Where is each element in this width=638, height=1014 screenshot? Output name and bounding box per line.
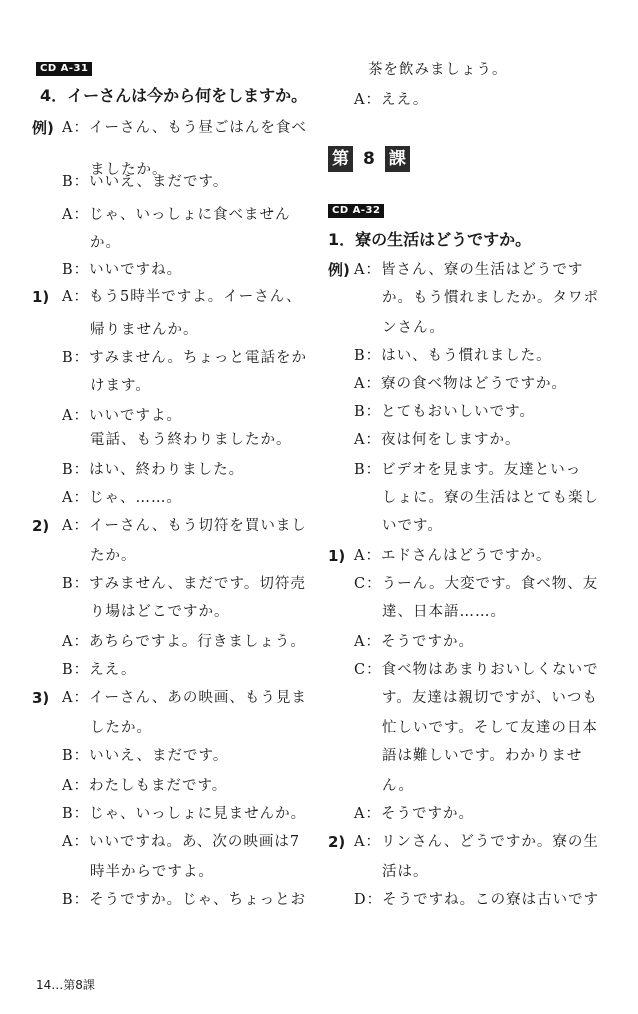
dialog-line: ましたか。 xyxy=(90,162,168,178)
dialog-line: A：ええ。 xyxy=(354,92,429,108)
dialog-line: B：はい、終わりました。 xyxy=(62,462,245,478)
dialog-line: B：そうですか。じゃ、ちょっとお xyxy=(62,892,307,908)
dialog-line: 達、日本語……。 xyxy=(382,604,506,620)
dialog-line: たか。 xyxy=(90,548,137,564)
dialog-line: B：いいえ、まだです。 xyxy=(62,748,229,764)
dialog-line: B：ビデオを見ます。友達といっ xyxy=(354,462,582,478)
dialog-line: A：イーさん、もう切符を買いまし xyxy=(62,518,307,534)
dialog-line: C：うーん。大変です。食べ物、友 xyxy=(354,576,599,592)
dialog-line: B：いいえ、まだです。 xyxy=(62,174,229,190)
dialog-line: B：じゃ、いっしょに見ませんか。 xyxy=(62,806,307,822)
dialog-line: す。友達は親切ですが、いつも xyxy=(382,690,598,706)
cd-track-label: CD A-32 xyxy=(328,204,384,218)
dialog-line: A：いいですね。あ、次の映画は7 xyxy=(62,834,301,850)
dialog-line: A：エドさんはどうですか。 xyxy=(354,548,552,564)
section-heading: 1．寮の生活はどうですか。 xyxy=(328,230,532,249)
dialog-line: 語は難しいです。わかりませ xyxy=(382,748,583,764)
dialog-line: A：寮の食べ物はどうですか。 xyxy=(354,376,567,392)
dialog-line: A：イーさん、あの映画、もう見ま xyxy=(62,690,307,706)
dialog-line: 活は。 xyxy=(382,864,429,880)
page-footer: 14…第8課 xyxy=(36,978,95,992)
exercise-number: 2) xyxy=(32,517,50,535)
dialog-line: ん。 xyxy=(382,778,414,794)
lesson-title xyxy=(328,146,410,172)
dialog-line: A：皆さん、寮の生活はどうです xyxy=(354,262,584,278)
dialog-line: 電話、もう終わりましたか。 xyxy=(90,432,292,448)
dialog-line: A：そうですか。 xyxy=(354,806,474,822)
section-heading: 4．イーさんは今から何をしますか。 xyxy=(40,86,308,105)
dialog-line: 時半からですよ。 xyxy=(90,864,214,880)
dialog-line: B：とてもおいしいです。 xyxy=(354,404,535,420)
dialog-line: 茶を飲みましょう。 xyxy=(368,62,508,78)
dialog-line: C：食べ物はあまりおいしくないで xyxy=(354,662,599,678)
lesson-title-part: 課 xyxy=(385,146,410,172)
example-tag: 例) xyxy=(32,119,54,137)
dialog-line: か。 xyxy=(90,235,121,251)
dialog-line: けます。 xyxy=(90,378,151,394)
dialog-line: A：リンさん、どうですか。寮の生 xyxy=(354,834,599,850)
dialog-line: A：いいですよ。 xyxy=(62,408,182,424)
dialog-line: D：そうですね。この寮は古いです xyxy=(354,892,600,908)
dialog-line: B：すみません。ちょっと電話をか xyxy=(62,350,308,366)
dialog-line: A：じゃ、……。 xyxy=(62,490,182,506)
dialog-line: いです。 xyxy=(382,518,443,534)
dialog-line: しょに。寮の生活はとても楽し xyxy=(382,490,599,506)
dialog-line: ンさん。 xyxy=(382,320,445,336)
dialog-line: A：じゃ、いっしょに食べません xyxy=(62,207,291,223)
dialog-line: A：あちらですよ。行きましょう。 xyxy=(62,634,306,650)
dialog-line: A：そうですか。 xyxy=(354,634,474,650)
exercise-number: 2) xyxy=(328,833,346,851)
dialog-line: A：イーさん、もう昼ごはんを食べ xyxy=(62,120,307,136)
exercise-number: 1) xyxy=(328,547,346,565)
lesson-number: 8 xyxy=(363,149,375,169)
dialog-line: B：ええ。 xyxy=(62,662,137,678)
dialog-line: A：もう5時半ですよ。イーさん、 xyxy=(62,289,302,305)
exercise-number: 3) xyxy=(32,689,50,707)
dialog-line: したか。 xyxy=(90,720,152,736)
dialog-line: 忙しいです。そして友達の日本 xyxy=(382,720,598,736)
exercise-number: 1) xyxy=(32,288,50,306)
dialog-line: 帰りませんか。 xyxy=(90,322,199,338)
dialog-line: A：わたしもまだです。 xyxy=(62,778,228,794)
dialog-line: か。もう慣れましたか。タワポ xyxy=(382,290,599,306)
dialog-line: B：いいですね。 xyxy=(62,262,183,278)
dialog-line: り場はどこですか。 xyxy=(90,604,230,620)
lesson-title-part: 第 xyxy=(328,146,353,172)
dialog-line: B：はい、もう慣れました。 xyxy=(354,348,552,364)
cd-track-label: CD A-31 xyxy=(36,62,92,76)
dialog-line: B：すみません、まだです。切符売 xyxy=(62,576,306,592)
example-tag: 例) xyxy=(328,261,350,279)
dialog-line: A：夜は何をしますか。 xyxy=(354,432,521,448)
